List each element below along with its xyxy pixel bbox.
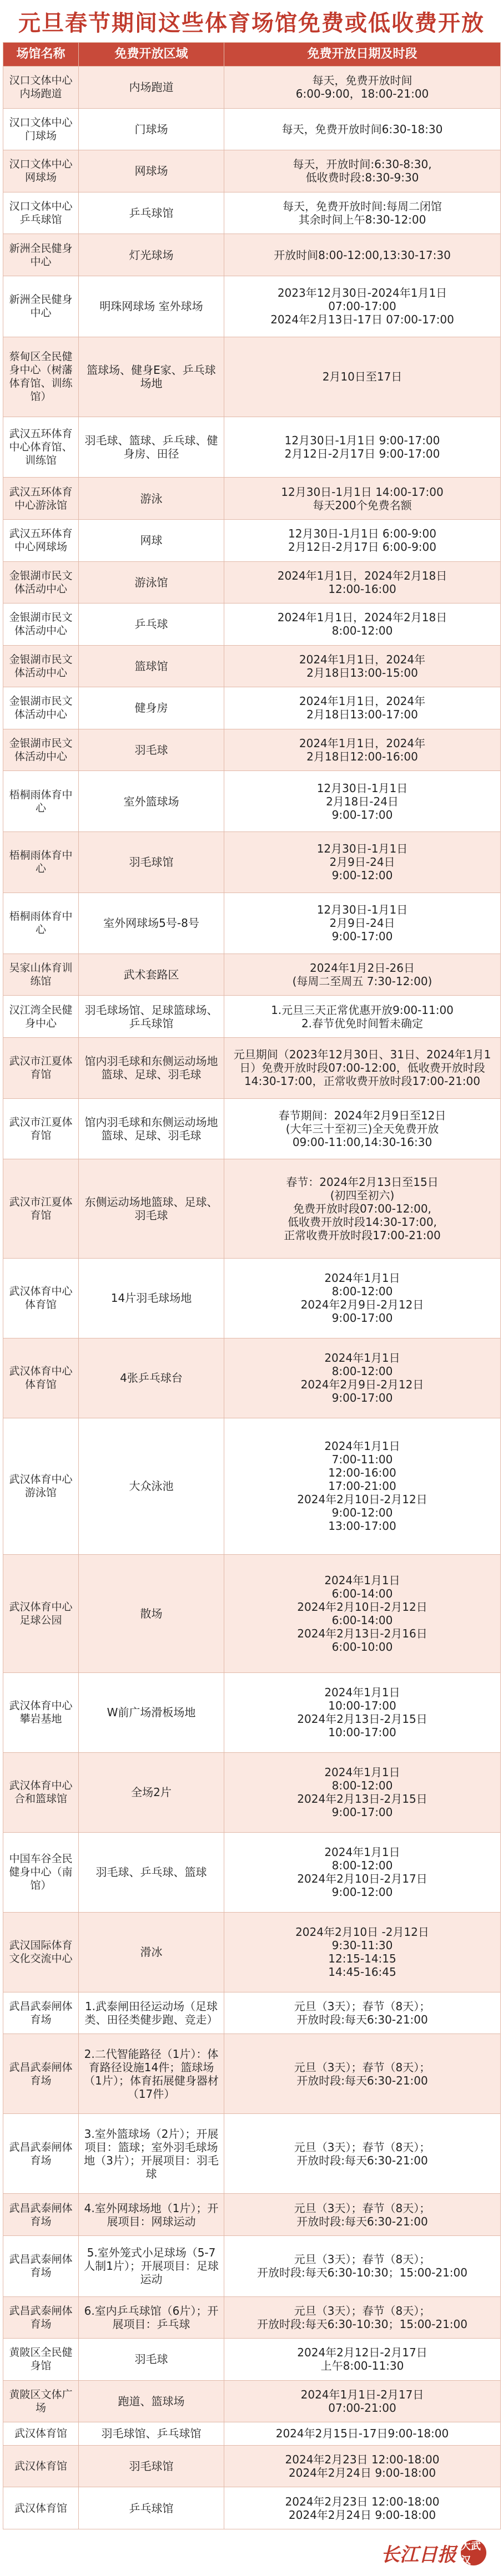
table-row	[3, 1418, 501, 1555]
cell-venue: 新洲全民健身中心	[3, 276, 79, 337]
cell-area: 乒乓球馆	[79, 2487, 224, 2529]
cell-venue: 武昌武泰闸体育场	[3, 2034, 79, 2114]
table-row	[3, 1832, 501, 1912]
cell-time: 元旦（3天）；春节（8天）； 开放时段:每天6:30-10:30；15:00-21:00	[224, 2296, 501, 2339]
table-row	[3, 2034, 501, 2114]
table-row	[3, 67, 501, 109]
cell-area: 网球场	[79, 150, 224, 192]
newspaper-logo	[381, 2539, 486, 2567]
cell-time: 元旦（3天）；春节（8天）； 开放时段:每天6:30-21:00	[224, 2034, 501, 2114]
cell-venue: 武汉体育中心合和篮球馆	[3, 1752, 79, 1832]
table-row	[3, 771, 501, 832]
cell-venue: 武汉体育馆	[3, 2445, 79, 2487]
table-row	[3, 2422, 501, 2445]
cell-venue: 武昌武泰闸体育场	[3, 2194, 79, 2236]
cell-area: 羽毛球馆	[79, 2445, 224, 2487]
cell-venue: 梧桐雨体育中心	[3, 893, 79, 954]
cell-venue: 吴家山体育训练馆	[3, 954, 79, 996]
table-row	[3, 1672, 501, 1752]
cell-area: 羽毛球馆、乒乓球馆	[79, 2422, 224, 2445]
cell-area: 东侧运动场地篮球、足球、羽毛球	[79, 1159, 224, 1258]
cell-area: 内场跑道	[79, 67, 224, 109]
cell-time: 2024年2月12日-2月17日 上午8:00-11:30	[224, 2339, 501, 2381]
cell-area: 1.武泰闸田径运动场（足球类、田径类健步跑、竞走）	[79, 1992, 224, 2034]
cell-time: 12月30日-1月1日 2月18日-24日 9:00-17:00	[224, 771, 501, 832]
cell-venue: 武汉体育中心游泳馆	[3, 1418, 79, 1555]
cell-time: 元旦期间（2023年12月30日、31日、2024年1月1日）免费开放时段07:00-12:00，低收费开放时段14:30-17:00，正常收费开放时段17:00-21:00	[224, 1037, 501, 1098]
cell-area: 散场	[79, 1555, 224, 1672]
table-row	[3, 561, 501, 604]
table-row	[3, 2194, 501, 2236]
table-row	[3, 729, 501, 771]
cell-time: 2024年1月1日，2024年 2月18日12:00-16:00	[224, 729, 501, 771]
cell-venue: 武昌武泰闸体育场	[3, 2296, 79, 2339]
cell-area: 跑道、篮球场	[79, 2380, 224, 2422]
cell-area: 羽毛球	[79, 2339, 224, 2381]
cell-venue: 武汉五环体育中心网球场	[3, 519, 79, 561]
table-row	[3, 1098, 501, 1159]
cell-area: 大众泳池	[79, 1418, 224, 1555]
cell-time: 2024年1月1日，2024年2月18日 8:00-12:00	[224, 604, 501, 646]
cell-time: 每天，免费开放时间:每周二闭馆 其余时间上午8:30-12:00	[224, 192, 501, 234]
cell-time: 2024年1月1日，2024年 2月18日13:00-17:00	[224, 687, 501, 729]
cell-time: 2023年12月30日-2024年1月1日 07:00-17:00 2024年2月13日-17日 07:00-17:00	[224, 276, 501, 337]
cell-venue: 金银湖市民文体活动中心	[3, 687, 79, 729]
header-time: 免费开放日期及时段	[224, 43, 501, 67]
cell-area: 游泳	[79, 478, 224, 520]
cell-time: 12月30日-1月1日 14:00-17:00 每天200个免费名额	[224, 478, 501, 520]
table-row	[3, 954, 501, 996]
venue-table	[3, 42, 501, 2529]
header-venue: 场馆名称	[3, 43, 79, 67]
table-row	[3, 1912, 501, 1992]
cell-time: 2024年2月15日-17日9:00-18:00	[224, 2422, 501, 2445]
cell-area: 滑冰	[79, 1912, 224, 1992]
cell-area: 3.室外篮球场（2片）；开展项目：篮球；室外羽毛球场地（3片）；开展项目：羽毛球	[79, 2114, 224, 2194]
cell-time: 2024年1月1日 8:00-12:00 2024年2月9日-2月12日 9:00-17:00	[224, 1258, 501, 1338]
cell-time: 2024年2月23日 12:00-18:00 2024年2月24日 9:00-18:00	[224, 2445, 501, 2487]
table-row	[3, 604, 501, 646]
cell-area: 羽毛球、篮球、乒乓球、健身房、田径	[79, 417, 224, 478]
cell-venue: 汉口文体中心网球场	[3, 150, 79, 192]
cell-time: 每天，免费开放时间 6:00-9:00，18:00-21:00	[224, 67, 501, 109]
cell-area: 室外篮球场	[79, 771, 224, 832]
cell-area: 4.室外网球场地（1片）；开展项目：网球运动	[79, 2194, 224, 2236]
cell-venue: 金银湖市民文体活动中心	[3, 604, 79, 646]
table-row	[3, 1037, 501, 1098]
cell-venue: 武汉市江夏体育馆	[3, 1159, 79, 1258]
cell-time: 春节：2024年2月13日至15日 (初四至初六) 免费开放时段07:00-12:00, 低收费开放时段14:30-17:00, 正常收费开放时段17:00-21:00	[224, 1159, 501, 1258]
logo-badge: 大武汉	[461, 2540, 486, 2565]
cell-time: 2024年1月1日-2月17日 07:00-21:00	[224, 2380, 501, 2422]
cell-area: 明珠网球场 室外球场	[79, 276, 224, 337]
cell-time: 元旦（3天）；春节（8天）； 开放时段:每天6:30-21:00	[224, 2114, 501, 2194]
table-row	[3, 645, 501, 687]
cell-time: 2024年1月1日 8:00-12:00 2024年2月9日-2月12日 9:00-17:00	[224, 1338, 501, 1418]
cell-time: 1.元旦三天正常优惠开放9:00-11:00 2.春节优免时间暂未确定	[224, 996, 501, 1038]
cell-area: 14片羽毛球场地	[79, 1258, 224, 1338]
header-area: 免费开放区域	[79, 43, 224, 67]
cell-venue: 汉口文体中心门球场	[3, 108, 79, 150]
cell-time: 2024年1月1日 6:00-14:00 2024年2月10日-2月12日 6:00-14:00 2024年2月13日-2月16日 6:00-10:00	[224, 1555, 501, 1672]
cell-area: 羽毛球场馆、足球篮球场、乒乓球馆	[79, 996, 224, 1038]
cell-area: 羽毛球馆	[79, 832, 224, 893]
table-row	[3, 234, 501, 276]
table-row	[3, 1752, 501, 1832]
cell-venue: 武汉体育中心体育馆	[3, 1258, 79, 1338]
cell-time: 12月30日-1月1日 6:00-9:00 2月12日-2月17日 6:00-9:00	[224, 519, 501, 561]
cell-area: 羽毛球、乒乓球、篮球	[79, 1832, 224, 1912]
cell-venue: 武汉市江夏体育馆	[3, 1037, 79, 1098]
cell-venue: 武汉体育馆	[3, 2487, 79, 2529]
table-row	[3, 893, 501, 954]
table-row	[3, 150, 501, 192]
cell-time: 2024年1月1日 8:00-12:00 2024年2月13日-2月15日 9:00-17:00	[224, 1752, 501, 1832]
table-row	[3, 1555, 501, 1672]
cell-time: 每天，开放时间:6:30-8:30, 低收费时段:8:30-9:30	[224, 150, 501, 192]
cell-area: 门球场	[79, 108, 224, 150]
cell-venue: 武汉体育中心体育馆	[3, 1338, 79, 1418]
cell-time: 2024年1月1日 8:00-12:00 2024年2月10日-2月17日 9:00-12:00	[224, 1832, 501, 1912]
table-row	[3, 687, 501, 729]
cell-area: 游泳馆	[79, 561, 224, 604]
table-row	[3, 2296, 501, 2339]
cell-venue: 新洲全民健身中心	[3, 234, 79, 276]
cell-time: 2024年1月1日，2024年2月18日 12:00-16:00	[224, 561, 501, 604]
cell-venue: 黄陂区全民健身馆	[3, 2339, 79, 2381]
cell-venue: 蔡甸区全民健身中心（树藩体育馆、训练馆）	[3, 337, 79, 417]
cell-venue: 武昌武泰闸体育场	[3, 2235, 79, 2296]
table-row	[3, 1159, 501, 1258]
cell-time: 2024年1月1日 10:00-17:00 2024年2月13日-2月15日 10:00-17:00	[224, 1672, 501, 1752]
cell-area: 乒乓球	[79, 604, 224, 646]
table-row	[3, 108, 501, 150]
cell-venue: 梧桐雨体育中心	[3, 771, 79, 832]
cell-area: W前广场滑板场地	[79, 1672, 224, 1752]
cell-time: 2024年2月10日 -2月12日 9:30-11:30 12:15-14:15 14:45-16:45	[224, 1912, 501, 1992]
table-row	[3, 2380, 501, 2422]
table-row	[3, 417, 501, 478]
cell-area: 篮球馆	[79, 645, 224, 687]
cell-area: 灯光球场	[79, 234, 224, 276]
cell-area: 室外网球场5号-8号	[79, 893, 224, 954]
cell-venue: 武汉体育中心足球公园	[3, 1555, 79, 1672]
cell-area: 网球	[79, 519, 224, 561]
cell-venue: 武昌武泰闸体育场	[3, 1992, 79, 2034]
cell-time: 2024年2月23日 12:00-18:00 2024年2月24日 9:00-18:00	[224, 2487, 501, 2529]
cell-area: 馆内羽毛球和东侧运动场地篮球、足球、羽毛球	[79, 1098, 224, 1159]
cell-time: 2024年1月1日，2024年 2月18日13:00-15:00	[224, 645, 501, 687]
cell-time: 元旦（3天）；春节（8天）； 开放时段:每天6:30-21:00	[224, 2194, 501, 2236]
table-row	[3, 1338, 501, 1418]
cell-venue: 中国车谷全民健身中心（南馆）	[3, 1832, 79, 1912]
cell-venue: 汉口文体中心乒乓球馆	[3, 192, 79, 234]
table-row	[3, 192, 501, 234]
cell-venue: 金银湖市民文体活动中心	[3, 729, 79, 771]
table-row	[3, 1258, 501, 1338]
cell-area: 全场2片	[79, 1752, 224, 1832]
cell-time: 12月30日-1月1日 2月9日-24日 9:00-17:00	[224, 893, 501, 954]
table-row	[3, 2339, 501, 2381]
table-row	[3, 2487, 501, 2529]
cell-venue: 武汉市江夏体育馆	[3, 1098, 79, 1159]
cell-time: 元旦（3天）；春节（8天）； 开放时段:每天6:30-21:00	[224, 1992, 501, 2034]
table-header-row	[3, 43, 501, 67]
cell-time: 12月30日-1月1日 9:00-17:00 2月12日-2月17日 9:00-17:00	[224, 417, 501, 478]
cell-venue: 武昌武泰闸体育场	[3, 2114, 79, 2194]
cell-area: 2.二代智能路径（1片）：体育路径设施14件；篮球场（1片）；体育拓展健身器材（17件）	[79, 2034, 224, 2114]
table-row	[3, 478, 501, 520]
cell-time: 元旦（3天）；春节（8天）； 开放时段:每天6:30-10:30；15:00-21:00	[224, 2235, 501, 2296]
cell-venue: 武汉体育馆	[3, 2422, 79, 2445]
cell-venue: 梧桐雨体育中心	[3, 832, 79, 893]
cell-time: 2024年1月2日-26日 (每周二至周五 7:30-12:00)	[224, 954, 501, 996]
cell-area: 武术套路区	[79, 954, 224, 996]
table-row	[3, 1992, 501, 2034]
page-title: 元旦春节期间这些体育场馆免费或低收费开放	[18, 10, 485, 36]
cell-area: 乒乓球馆	[79, 192, 224, 234]
cell-area: 4张乒乓球台	[79, 1338, 224, 1418]
table-body	[3, 67, 501, 2529]
cell-venue: 汉江湾全民健身中心	[3, 996, 79, 1038]
cell-area: 馆内羽毛球和东侧运动场地篮球、足球、羽毛球	[79, 1037, 224, 1098]
cell-time: 12月30日-1月1日 2月9日-24日 9:00-12:00	[224, 832, 501, 893]
table-row	[3, 2235, 501, 2296]
cell-time: 开放时间8:00-12:00,13:30-17:30	[224, 234, 501, 276]
table-row	[3, 337, 501, 417]
cell-venue: 金银湖市民文体活动中心	[3, 561, 79, 604]
table-row	[3, 519, 501, 561]
cell-area: 健身房	[79, 687, 224, 729]
cell-venue: 汉口文体中心内场跑道	[3, 67, 79, 109]
cell-venue: 武汉国际体育文化交流中心	[3, 1912, 79, 1992]
cell-venue: 武汉体育中心攀岩基地	[3, 1672, 79, 1752]
cell-venue: 武汉五环体育中心体育馆、训练馆	[3, 417, 79, 478]
table-row	[3, 276, 501, 337]
cell-area: 羽毛球	[79, 729, 224, 771]
cell-area: 5.室外笼式小足球场（5-7人制1片）；开展项目：足球运动	[79, 2235, 224, 2296]
table-row	[3, 2114, 501, 2194]
footer	[0, 2529, 503, 2576]
cell-time: 2024年1月1日 7:00-11:00 12:00-16:00 17:00-21:00 2024年2月10日-2月12日 9:00-12:00 13:00-17:00	[224, 1418, 501, 1555]
table-row	[3, 2445, 501, 2487]
cell-venue: 武汉五环体育中心游泳馆	[3, 478, 79, 520]
cell-venue: 黄陂区文体广场	[3, 2380, 79, 2422]
logo-text: 长江日报	[381, 2543, 456, 2566]
cell-venue: 金银湖市民文体活动中心	[3, 645, 79, 687]
table-row	[3, 832, 501, 893]
cell-area: 6.室内乒乓球馆（6片）；开展项目：乒乓球	[79, 2296, 224, 2339]
cell-time: 2月10日至17日	[224, 337, 501, 417]
cell-time: 每天，免费开放时间6:30-18:30	[224, 108, 501, 150]
table-row	[3, 996, 501, 1038]
cell-area: 篮球场、健身E家、乒乓球场地	[79, 337, 224, 417]
cell-time: 春节期间：2024年2月9日至12日 (大年三十至初三)全天免费开放 09:00-11:00,14:30-16:30	[224, 1098, 501, 1159]
